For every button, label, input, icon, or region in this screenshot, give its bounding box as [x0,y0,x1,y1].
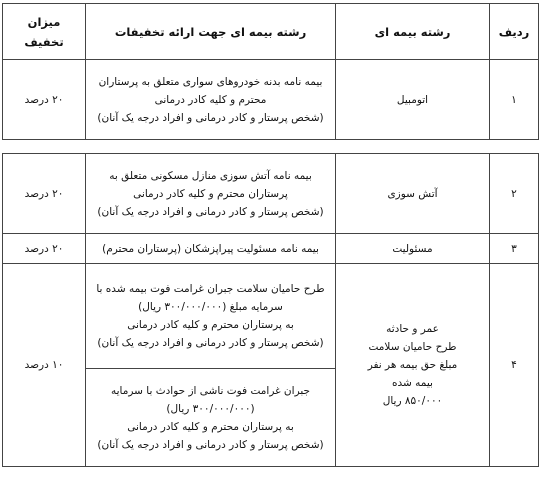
discount-amount: ۲۰ درصد [3,154,86,234]
insurance-field [336,264,490,467]
discount-amount: ۱۰ درصد [3,264,86,467]
description-line: طرح حامیان سلامت جبران غرامت فوت بیمه شده با [96,283,325,295]
field-line: طرح حامیان سلامت [368,341,457,353]
description-line: (۳۰۰/۰۰۰/۰۰۰ ریال) [166,402,255,415]
field-line: مبلغ حق بیمه هر نفر [367,359,458,371]
table-row [3,264,539,369]
row-number: ۱ [490,60,539,140]
header-discount-amount [3,4,86,60]
insurance-field: آتش سوزی [336,154,490,234]
description-line: پرستاران محترم و کلیه کادر درمانی [133,187,288,200]
description-line: سرمایه مبلغ (۳۰۰/۰۰۰/۰۰۰ ریال) [138,301,283,313]
description-line: (شخص پرستار و کادر درمانی و افراد درجه یک آنان) [97,205,324,218]
description-line: بیمه نامه بدنه خودروهای سواری متعلق به پرستاران [98,75,323,88]
field-line: بیمه شده [392,377,433,389]
header-discount-description: رشته بیمه ای جهت ارائه تخفیفات [86,4,336,60]
discount-description [86,369,336,467]
header-discount-line2: تخفیف [24,34,64,49]
description-line: به پرستاران محترم و کلیه کادر درمانی [127,319,294,331]
table-row [3,234,539,264]
table-row [3,154,539,234]
row-number: ۴ [490,264,539,467]
description-line: (شخص پرستار و کادر درمانی و افراد درجه یک آنان) [97,438,324,451]
insurance-field: اتومبیل [336,60,490,140]
discount-amount: ۲۰ درصد [3,234,86,264]
description-line: بیمه نامه آتش سوزی منازل مسکونی متعلق به [109,169,312,182]
header-row-number: ردیف [490,4,539,60]
insurance-field: مسئولیت [336,234,490,264]
row-number: ۳ [490,234,539,264]
description-line: (شخص پرستار و کادر درمانی و افراد درجه یک آنان) [97,337,324,349]
description-line: (شخص پرستار و کادر درمانی و افراد درجه یک آنان) [97,111,324,124]
discount-amount: ۲۰ درصد [3,60,86,140]
description-line: به پرستاران محترم و کلیه کادر درمانی [127,420,294,433]
description-line: بیمه نامه مسئولیت پیراپزشکان (پرستاران محترم) [102,242,319,255]
field-line: عمر و حادثه [386,323,439,335]
table-row [3,60,539,140]
discount-description [86,264,336,369]
row-number: ۲ [490,154,539,234]
header-row [3,4,539,60]
discount-description [86,154,336,234]
header-discount-line1: میزان [27,14,61,29]
field-line: ۸۵۰/۰۰۰ ریال [382,395,443,407]
discount-description [86,234,336,264]
description-line: جبران غرامت فوت ناشی از حوادث با سرمایه [110,384,311,397]
header-insurance-field: رشته بیمه ای [336,4,490,60]
discount-table-bottom [2,153,539,467]
discount-table-top [2,3,539,140]
description-line: محترم و کلیه کادر درمانی [154,93,267,106]
discount-description [86,60,336,140]
